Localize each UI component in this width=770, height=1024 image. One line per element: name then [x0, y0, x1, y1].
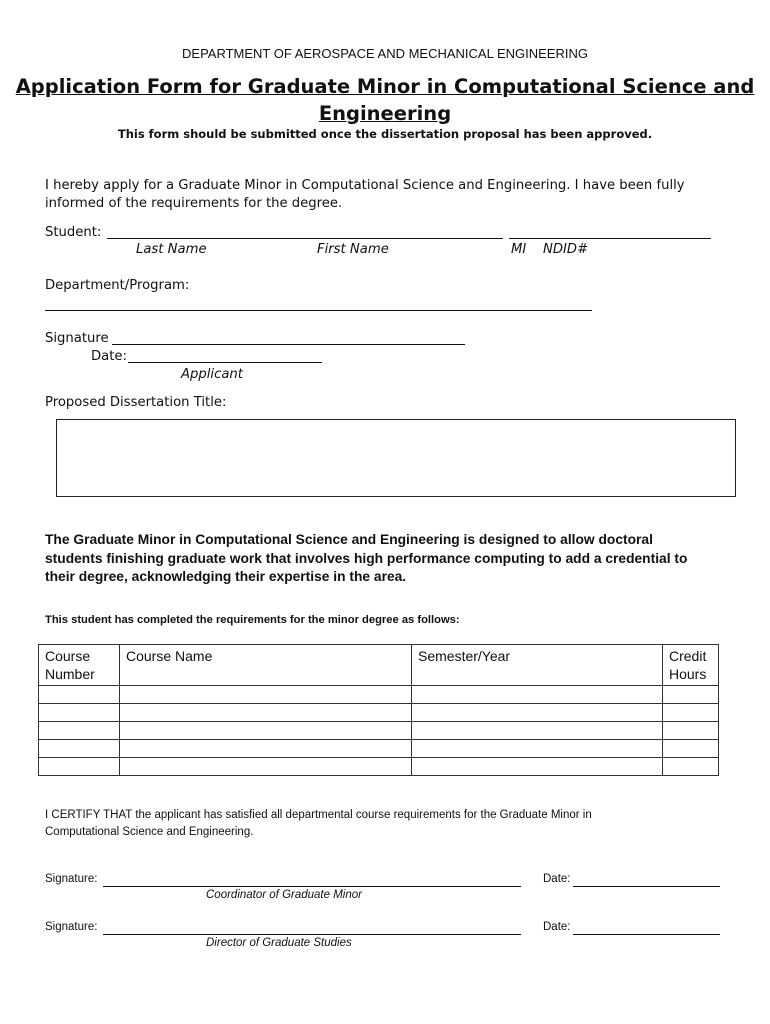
- coordinator-date-label: Date:: [543, 873, 571, 885]
- table-cell[interactable]: [412, 686, 663, 704]
- table-cell[interactable]: [412, 704, 663, 722]
- course-number-header-line-1: Course: [45, 648, 91, 664]
- student-ndid-line[interactable]: [509, 238, 711, 239]
- credit-header-line-1: Credit: [669, 648, 707, 664]
- signature-label: Signature: [45, 331, 109, 346]
- table-cell[interactable]: [39, 686, 120, 704]
- dissertation-title-box[interactable]: [56, 419, 736, 497]
- applicant-signature-line[interactable]: [112, 344, 465, 345]
- director-date-label: Date:: [543, 921, 571, 933]
- first-name-caption: First Name: [317, 242, 389, 257]
- description-line-2: students finishing graduate work that involves high performance computing to add a credential to: [45, 551, 688, 566]
- table-cell[interactable]: [412, 740, 663, 758]
- table-cell[interactable]: [663, 758, 719, 776]
- table-row: [39, 686, 719, 704]
- table-cell[interactable]: [663, 722, 719, 740]
- intro-line-1: I hereby apply for a Graduate Minor in Computational Science and Engineering. I have been fully: [45, 178, 685, 193]
- table-cell[interactable]: [39, 740, 120, 758]
- date-label: Date:: [91, 349, 127, 364]
- table-cell[interactable]: [120, 686, 412, 704]
- director-caption: Director of Graduate Studies: [206, 937, 352, 949]
- table-row: [39, 740, 719, 758]
- table-cell[interactable]: [120, 740, 412, 758]
- applicant-date-line[interactable]: [128, 362, 322, 363]
- ndid-caption: NDID#: [543, 242, 589, 257]
- department-program-label: Department/Program:: [45, 278, 190, 293]
- course-number-header: [39, 645, 120, 686]
- description-line-3: their degree, acknowledging their expertise in the area.: [45, 569, 407, 584]
- table-cell[interactable]: [412, 722, 663, 740]
- requirements-table: [38, 644, 719, 776]
- coordinator-signature-label: Signature:: [45, 873, 98, 885]
- table-cell[interactable]: [663, 686, 719, 704]
- semester-year-header: [412, 645, 663, 686]
- department-program-line[interactable]: [45, 310, 592, 311]
- student-name-line[interactable]: [107, 238, 503, 239]
- semester-year-header-text: Semester/Year: [418, 648, 511, 664]
- table-cell[interactable]: [663, 704, 719, 722]
- director-date-line[interactable]: [573, 934, 720, 935]
- intro-line-2: informed of the requirements for the degree.: [45, 196, 343, 211]
- credit-header-line-2: Hours: [669, 666, 707, 682]
- director-signature-line[interactable]: [103, 934, 521, 935]
- department-heading: DEPARTMENT OF AEROSPACE AND MECHANICAL ENGINEERING: [182, 46, 588, 61]
- table-cell[interactable]: [39, 704, 120, 722]
- course-name-header: [120, 645, 412, 686]
- mi-caption: MI: [511, 242, 527, 257]
- applicant-caption: Applicant: [181, 367, 243, 382]
- table-header-row: [39, 645, 719, 686]
- table-cell[interactable]: [39, 722, 120, 740]
- last-name-caption: Last Name: [136, 242, 207, 257]
- form-subtitle: This form should be submitted once the dissertation proposal has been approved.: [117, 127, 653, 141]
- coordinator-signature-line[interactable]: [103, 886, 521, 887]
- table-row: [39, 722, 719, 740]
- coordinator-date-line[interactable]: [573, 886, 720, 887]
- table-cell[interactable]: [120, 722, 412, 740]
- form-title: Application Form for Graduate Minor in Computational Science and Engineering: [15, 75, 755, 125]
- course-name-header-text: Course Name: [126, 648, 213, 664]
- description-line-1: The Graduate Minor in Computational Science and Engineering is designed to allow doctoral: [45, 532, 653, 547]
- table-cell[interactable]: [120, 758, 412, 776]
- course-number-header-line-2: Number: [45, 666, 95, 682]
- table-cell[interactable]: [412, 758, 663, 776]
- table-cell[interactable]: [663, 740, 719, 758]
- table-cell[interactable]: [39, 758, 120, 776]
- certify-line-1: I CERTIFY THAT the applicant has satisfied all departmental course requirements for the Graduate Minor in: [45, 809, 592, 821]
- certify-line-2: Computational Science and Engineering.: [45, 826, 254, 838]
- student-label: Student:: [45, 225, 102, 240]
- director-signature-label: Signature:: [45, 921, 98, 933]
- requirements-intro: This student has completed the requirements for the minor degree as follows:: [45, 614, 460, 626]
- dissertation-title-label: Proposed Dissertation Title:: [45, 395, 227, 410]
- coordinator-caption: Coordinator of Graduate Minor: [206, 889, 362, 901]
- table-cell[interactable]: [120, 704, 412, 722]
- credit-hours-header: [663, 645, 719, 686]
- table-row: [39, 704, 719, 722]
- table-row: [39, 758, 719, 776]
